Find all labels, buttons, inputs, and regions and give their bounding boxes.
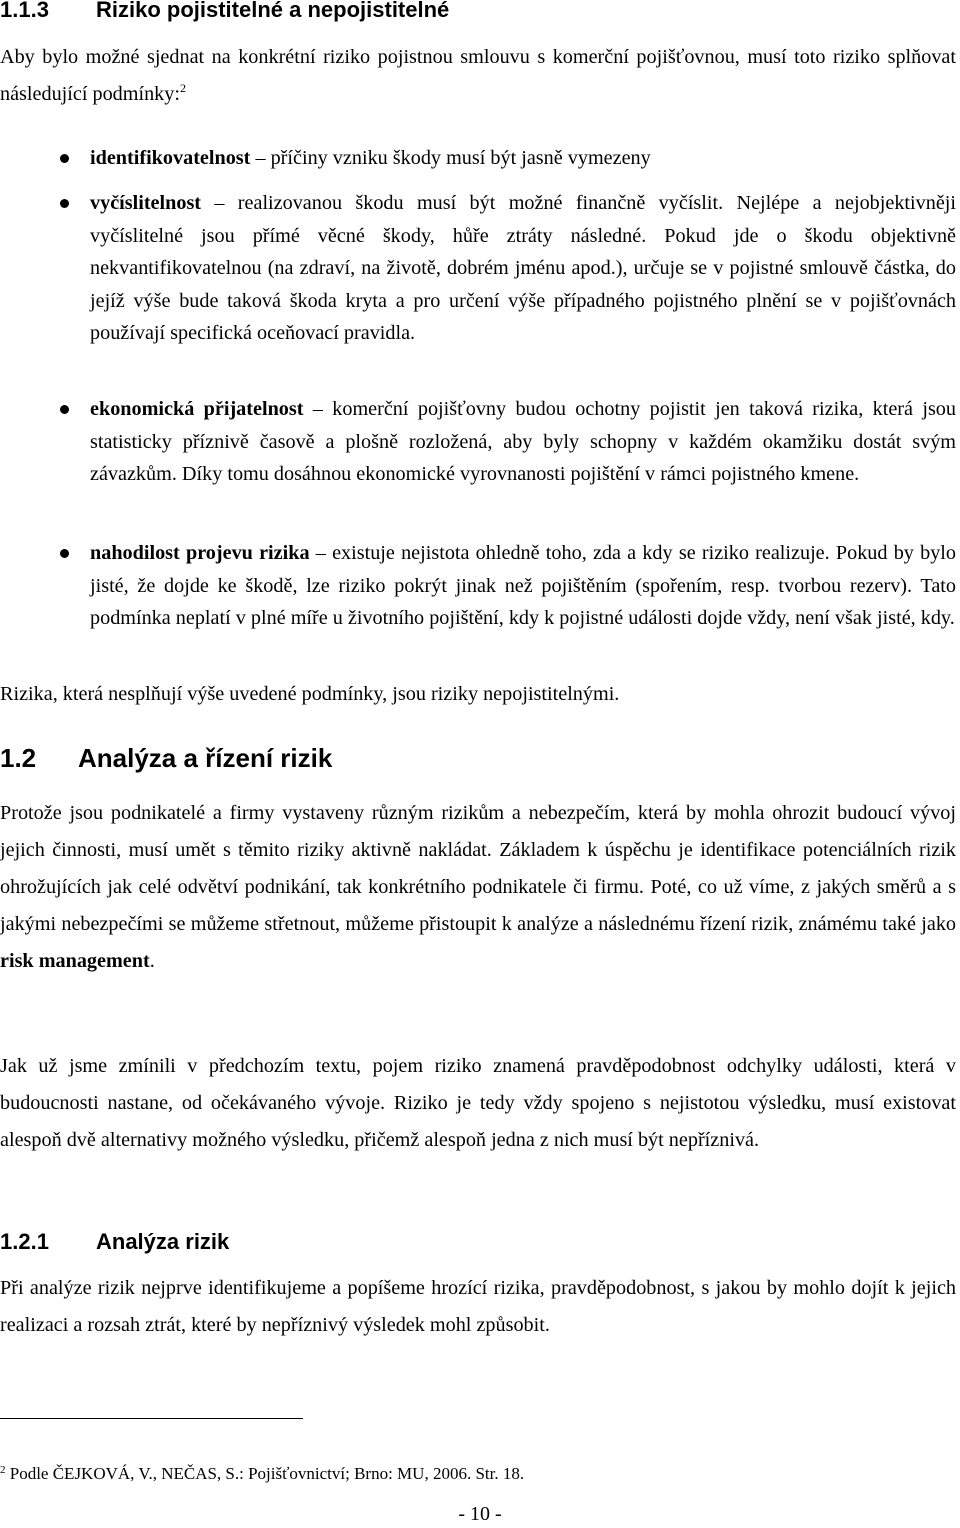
bullet-icon <box>60 199 69 208</box>
condition-term: vyčíslitelnost <box>90 192 202 214</box>
footnote-text: Podle ČEJKOVÁ, V., NEČAS, S.: Pojišťovnictví; Brno: MU, 2006. Str. 18. <box>5 1464 525 1483</box>
paragraph-text: Protože jsou podnikatelé a firmy vystaveny různým rizikům a nebezpečím, která by mohla ohrozit budoucí vývoj jejich činnosti, musí umět s těmito riziky aktivně nakládat. Základem k úspěchu je identifikace potenciálních rizik ohrožujících jak celé odvětví podnikání, tak konkrétního podnikatele či firmu. Poté, co už víme, z jakých směrů a s jakými nebezpečími se můžeme střetnout, můžeme přistoupit k analýze a následnému řízení rizik, známému také jako <box>0 802 956 935</box>
intro-text: Aby bylo možné sjednat na konkrétní riziko pojistnou smlouvu s komerční pojišťovnou, musí toto riziko splňovat následující podmínky: <box>0 46 956 105</box>
intro-paragraph <box>0 39 956 113</box>
risk-management-term: risk management <box>0 950 150 972</box>
risk-analysis-paragraph: Při analýze rizik nejprve identifikujeme a popíšeme hrozící rizika, pravděpodobnost, s jakou by mohlo dojít k jejich realizaci a rozsah ztrát, které by nepříznivý výsledek mohl způsobit. <box>0 1277 956 1336</box>
section-heading-1-2-1 <box>0 1228 229 1256</box>
page-number: - 10 - <box>458 1503 502 1525</box>
footnote-ref: 2 <box>179 81 186 95</box>
paragraph-text-end: . <box>149 950 155 972</box>
condition-item-vycislitelnost <box>90 187 956 350</box>
condition-text: – příčiny vzniku škody musí být jasně vymezeny <box>250 147 651 169</box>
section-number: 1.1.3 <box>0 0 49 22</box>
condition-item-nahodilost <box>90 537 956 635</box>
condition-text: – realizovanou škodu musí být možné finančně vyčíslit. Nejlépe a nejobjektivněji vyčíslitelné jsou přímé věcné škody, hůře ztráty následné. Pokud jde o škodu objektivně nekvantifikovatelnou (na zdraví, na životě, dobrém jménu apod.), určuje se v pojistné smlouvě částka, do jejíž výše bude taková škoda kryta a pro určení výše případného pojistného plnění se v pojišťovnách používají specifická oceňovací pravidla. <box>90 192 956 344</box>
condition-term: nahodilost projevu rizika <box>90 542 310 564</box>
condition-term: ekonomická přijatelnost <box>90 398 304 420</box>
bullet-icon <box>60 405 69 414</box>
section-title: Analýza rizik <box>96 1229 230 1254</box>
section-number: 1.2.1 <box>0 1229 49 1254</box>
condition-text: – existuje nejistota ohledně toho, zda a kdy se riziko realizuje. Pokud by bylo jisté, že dojde ke škodě, lze riziko pokrýt jinak než pojištěním (spořením, resp. tvorbou rezerv). Tato podmínka neplatí v plné míře u životního pojištění, kdy k pojistné události dojde vždy, není však jisté, kdy. <box>90 542 956 629</box>
footnote-divider <box>0 1418 303 1419</box>
condition-item-identifikovatelnost <box>90 142 956 175</box>
risk-management-paragraph <box>0 795 956 980</box>
section-heading-1-2 <box>0 742 332 774</box>
condition-item-ekonomicka-prijatelnost <box>90 393 956 491</box>
footnote <box>0 1462 524 1486</box>
bullet-icon <box>60 154 69 163</box>
risk-definition-paragraph: Jak už jsme zmínili v předchozím textu, pojem riziko znamená pravděpodobnost odchylky události, která v budoucnosti nastane, od očekávaného vývoje. Riziko je tedy vždy spojeno s nejistotou výsledku, musí existovat alespoň dvě alternativy možného výsledku, přičemž alespoň jedna z nich musí být nepříznivá. <box>0 1055 956 1151</box>
footnote-number: 2 <box>0 1464 6 1476</box>
section-heading-1-1-3 <box>0 0 449 24</box>
condition-term: identifikovatelnost <box>90 147 251 169</box>
section-number: 1.2 <box>0 743 37 773</box>
section-title: Riziko pojistitelné a nepojistitelné <box>96 0 450 22</box>
bullet-icon <box>60 549 69 558</box>
closing-paragraph: Rizika, která nesplňují výše uvedené podmínky, jsou riziky nepojistitelnými. <box>0 683 620 705</box>
section-title: Analýza a řízení rizik <box>78 743 333 773</box>
condition-text: – komerční pojišťovny budou ochotny pojistit jen taková rizika, která jsou statisticky příznivě časově a plošně rozložená, aby byly schopny v každém okamžiku dostát svým závazkům. Díky tomu dosáhnou ekonomické vyrovnanosti pojištění v rámci pojistného kmene. <box>90 398 956 485</box>
